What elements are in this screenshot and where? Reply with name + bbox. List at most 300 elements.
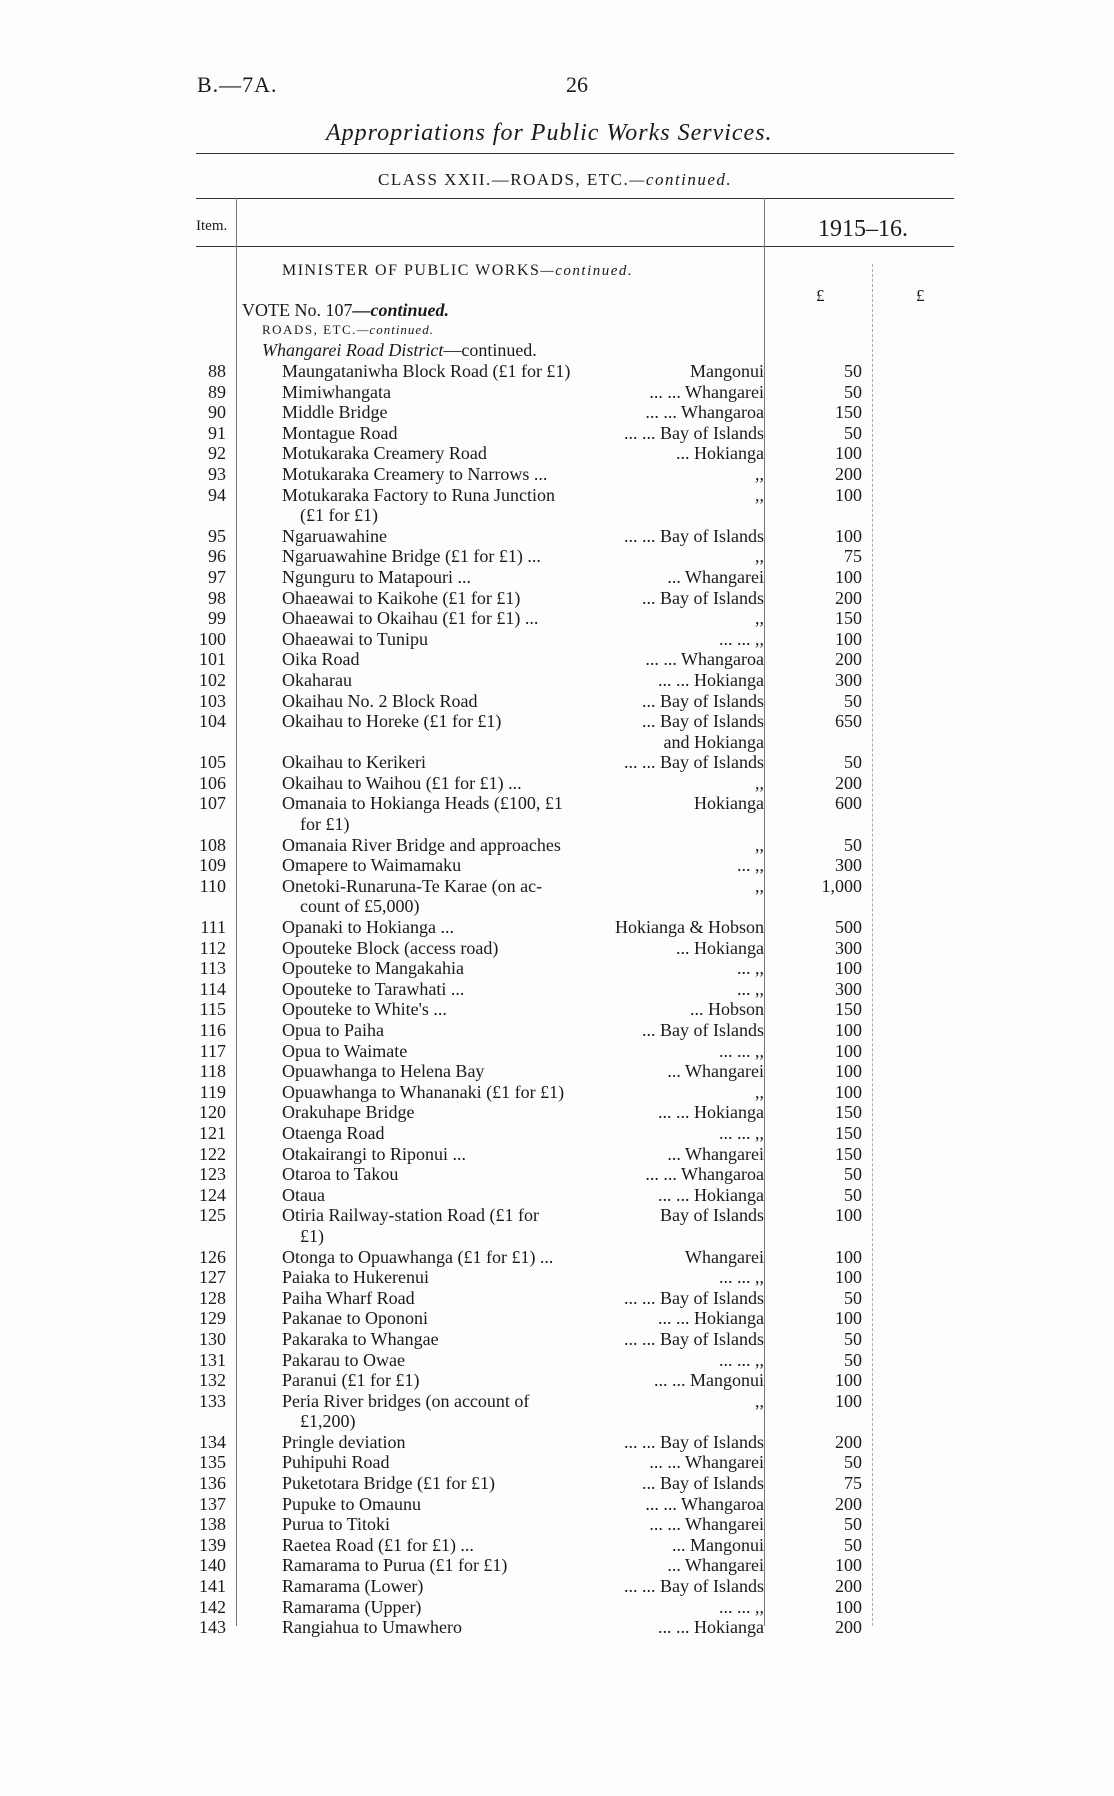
county-line1: ... ... Bay of Islands <box>624 752 764 773</box>
county <box>624 1576 764 1597</box>
minister-heading: MINISTER OF PUBLIC WORKS—continued. <box>282 262 634 279</box>
amount: 50 <box>844 1534 862 1555</box>
item-number: 139 <box>199 1534 226 1555</box>
amount: 150 <box>835 402 862 423</box>
item-number: 133 <box>199 1390 226 1411</box>
road-name-line1: Ngaruawahine Bridge (£1 for £1) ... <box>282 546 541 567</box>
subheader-rule <box>196 246 954 247</box>
amount: 75 <box>844 546 862 567</box>
road-name-line1: Otaua <box>282 1184 325 1205</box>
county-line1: ... ... ,, <box>719 1267 764 1288</box>
county <box>755 1082 764 1103</box>
county-line1: ,, <box>755 875 764 896</box>
county <box>624 526 764 547</box>
road-name-line1: Mimiwhangata <box>282 381 391 402</box>
item-number: 99 <box>208 608 226 629</box>
county-line1: ... Whangarei <box>667 1061 764 1082</box>
amount: 150 <box>835 1143 862 1164</box>
table-row <box>0 1247 1114 1268</box>
county-line1: ... ... Bay of Islands <box>624 525 764 546</box>
table-row <box>0 752 1114 773</box>
road-name-line1: Omapere to Waimamaku <box>282 855 462 876</box>
county <box>719 1350 764 1371</box>
road-name-line1: Opouteke to Mangakahia <box>282 958 464 979</box>
road-name-line1: Ramarama (Upper) <box>282 1596 422 1617</box>
item-number: 116 <box>199 1020 226 1040</box>
county <box>737 855 764 876</box>
road-name-line1: Ohaeawai to Okaihau (£1 for £1) ... <box>282 608 539 629</box>
road-name-line1: Oika Road <box>282 649 360 670</box>
county-line1: ... ... Hokianga <box>658 669 764 690</box>
county-line1: Bay of Islands <box>660 1205 764 1226</box>
road-name-line1: Motukaraka Creamery Road <box>282 443 487 464</box>
header-rule <box>196 198 954 199</box>
table-row <box>0 691 1114 712</box>
item-number: 102 <box>199 669 226 690</box>
county <box>642 1020 764 1041</box>
road-name-line1: Opua to Waimate <box>282 1040 408 1061</box>
road-name <box>282 485 752 526</box>
road-name-line1: Paiha Wharf Road <box>282 1287 415 1308</box>
county <box>658 670 764 691</box>
road-name-line1: Motukaraka Factory to Runa Junction <box>282 484 555 505</box>
amount: 100 <box>835 1020 862 1040</box>
road-name-line1: Otaenga Road <box>282 1122 385 1143</box>
amount: 300 <box>835 937 862 958</box>
item-number: 110 <box>199 875 226 896</box>
table-row <box>0 1205 1114 1246</box>
road-name-line1: Omanaia River Bridge and approaches <box>282 834 561 855</box>
county-line1: ,, <box>755 608 764 629</box>
county-line1: ,, <box>755 1390 764 1411</box>
amount: 150 <box>835 1102 862 1123</box>
road-name <box>282 1267 752 1288</box>
page-number: 26 <box>566 72 588 97</box>
amount: 200 <box>835 649 862 670</box>
amount: 100 <box>835 525 862 546</box>
item-number: 100 <box>199 628 226 649</box>
county <box>737 979 764 1000</box>
county <box>719 1123 764 1144</box>
item-number: 138 <box>199 1514 226 1535</box>
item-number: 115 <box>199 999 226 1020</box>
table-row <box>0 1535 1114 1556</box>
road-name <box>282 1123 752 1144</box>
table-row <box>0 443 1114 464</box>
item-number: 105 <box>199 752 226 773</box>
county-line1: ... ... Hokianga <box>658 1617 764 1638</box>
amount: 100 <box>835 1370 862 1391</box>
road-name-line2: (£1 for £1) <box>300 505 378 526</box>
item-number: 95 <box>208 525 226 546</box>
county <box>624 752 764 773</box>
amount: 100 <box>835 1267 862 1288</box>
table-row <box>0 1288 1114 1309</box>
road-name-line1: Okaihau No. 2 Block Road <box>282 690 478 711</box>
item-number: 118 <box>199 1061 226 1082</box>
county <box>658 1617 764 1638</box>
table-row <box>0 1185 1114 1206</box>
item-number: 88 <box>208 361 226 381</box>
road-name-line1: Middle Bridge <box>282 402 388 423</box>
county <box>755 876 764 897</box>
road-name-line1: Omanaia to Hokianga Heads (£100, £1 <box>282 793 563 814</box>
county <box>658 1185 764 1206</box>
county <box>649 1514 764 1535</box>
road-name <box>282 958 752 979</box>
table-row <box>0 1329 1114 1350</box>
road-name <box>282 793 752 834</box>
table-row <box>0 1391 1114 1432</box>
item-number: 91 <box>208 422 226 443</box>
amount: 50 <box>844 752 862 773</box>
table-row <box>0 979 1114 1000</box>
item-number: 89 <box>208 381 226 402</box>
table-row <box>0 1164 1114 1185</box>
amount: 200 <box>835 772 862 793</box>
amount: 300 <box>835 978 862 999</box>
county <box>667 567 764 588</box>
amount: 100 <box>835 1081 862 1102</box>
road-name-line1: Montague Road <box>282 422 398 443</box>
item-number: 121 <box>199 1122 226 1143</box>
item-number: 129 <box>199 1308 226 1329</box>
table-row <box>0 999 1114 1020</box>
table-row <box>0 876 1114 917</box>
road-name <box>282 546 752 567</box>
item-number: 140 <box>199 1555 226 1576</box>
road-name-line1: Ohaeawai to Kaikohe (£1 for £1) <box>282 587 521 608</box>
county <box>755 773 764 794</box>
item-number: 97 <box>208 566 226 587</box>
road-name-line2: count of £5,000) <box>300 896 420 917</box>
item-number: 132 <box>199 1370 226 1391</box>
amount: 150 <box>835 999 862 1020</box>
table-row <box>0 958 1114 979</box>
item-number: 119 <box>199 1081 226 1102</box>
county-line1: ... Bay of Islands <box>642 587 764 608</box>
amount: 100 <box>835 1390 862 1411</box>
county-line1: ... Hobson <box>689 999 764 1020</box>
county <box>719 1597 764 1618</box>
table-row <box>0 361 1114 382</box>
county-line1: ... ,, <box>737 958 764 979</box>
table-row <box>0 629 1114 650</box>
road-name-line1: Pakanae to Opononi <box>282 1308 428 1329</box>
amount: 500 <box>835 917 862 938</box>
county <box>719 1267 764 1288</box>
county-line1: ... ... ,, <box>719 1596 764 1617</box>
amount: 50 <box>844 361 862 381</box>
road-name-line1: Puketotara Bridge (£1 for £1) <box>282 1473 495 1494</box>
appropriations-table <box>0 361 1114 1638</box>
item-number: 128 <box>199 1287 226 1308</box>
county-line1: ... ... Bay of Islands <box>624 422 764 443</box>
road-name-line1: Okaihau to Horeke (£1 for £1) <box>282 711 502 732</box>
county-line1: ... ... Mangonui <box>654 1370 764 1391</box>
county <box>649 382 764 403</box>
item-number: 113 <box>199 958 226 979</box>
road-name <box>282 1350 752 1371</box>
county <box>755 835 764 856</box>
item-number: 108 <box>199 834 226 855</box>
amount: 100 <box>835 484 862 505</box>
pound-sign-first-column: £ <box>816 286 825 305</box>
county <box>694 793 764 814</box>
document-reference: B.—7A. <box>197 72 278 97</box>
county <box>667 1555 764 1576</box>
county-line1: ... ... Bay of Islands <box>624 1431 764 1452</box>
county-line1: ... ... Whangarei <box>649 1514 764 1535</box>
table-row <box>0 1370 1114 1391</box>
item-number: 124 <box>199 1184 226 1205</box>
table-row <box>0 567 1114 588</box>
amount: 50 <box>844 834 862 855</box>
road-name-line1: Ramarama to Purua (£1 for £1) <box>282 1555 508 1576</box>
amount: 50 <box>844 1164 862 1185</box>
table-row <box>0 1082 1114 1103</box>
county <box>755 485 764 506</box>
county-line2: and Hokianga <box>663 731 764 752</box>
county <box>660 1205 764 1226</box>
road-name <box>282 855 752 876</box>
item-number: 106 <box>199 772 226 793</box>
road-name-line1: Otaroa to Takou <box>282 1164 399 1185</box>
table-row <box>0 835 1114 856</box>
table-row <box>0 1267 1114 1288</box>
item-number: 111 <box>200 917 226 938</box>
table-row <box>0 917 1114 938</box>
county <box>685 1247 764 1268</box>
county-line1: ,, <box>755 484 764 505</box>
county <box>690 999 764 1020</box>
road-name-line1: Rangiahua to Umawhero <box>282 1617 462 1638</box>
county <box>645 1164 764 1185</box>
item-number: 136 <box>199 1473 226 1494</box>
county-line1: ... Mangonui <box>672 1534 764 1555</box>
table-row <box>0 1452 1114 1473</box>
road-name <box>282 1247 752 1268</box>
table-row <box>0 526 1114 547</box>
table-row <box>0 793 1114 834</box>
road-name-line1: Pakarau to Owae <box>282 1349 405 1370</box>
county <box>755 464 764 485</box>
table-row <box>0 402 1114 423</box>
amount: 150 <box>835 608 862 629</box>
item-number: 112 <box>199 937 226 958</box>
amount: 100 <box>835 566 862 587</box>
road-name-line2: for £1) <box>300 814 350 835</box>
item-number: 127 <box>199 1267 226 1288</box>
table-row <box>0 1617 1114 1638</box>
road-name-line1: Ohaeawai to Tunipu <box>282 628 428 649</box>
table-row <box>0 1597 1114 1618</box>
road-name <box>282 1082 752 1103</box>
item-number: 137 <box>199 1493 226 1514</box>
road-name-line1: Otiria Railway-station Road (£1 for <box>282 1205 539 1226</box>
county <box>624 1329 764 1350</box>
vote-heading: VOTE No. 107—continued. <box>242 300 450 320</box>
table-row <box>0 1514 1114 1535</box>
road-name-line1: Opuawhanga to Whananaki (£1 for £1) <box>282 1081 565 1102</box>
amount: 50 <box>844 1287 862 1308</box>
pound-sign-second-column: £ <box>916 286 925 305</box>
table-row <box>0 1350 1114 1371</box>
table-row <box>0 485 1114 526</box>
table-row <box>0 382 1114 403</box>
table-row <box>0 1144 1114 1165</box>
road-name <box>282 361 752 382</box>
county <box>755 546 764 567</box>
item-number: 96 <box>208 546 226 567</box>
table-row <box>0 1308 1114 1329</box>
table-row <box>0 588 1114 609</box>
item-number: 141 <box>199 1576 226 1597</box>
county-line1: ... ,, <box>737 855 764 876</box>
county-line1: ... ... ,, <box>719 628 764 649</box>
county-line1: ... ... ,, <box>719 1040 764 1061</box>
road-name-line1: Ngaruawahine <box>282 525 387 546</box>
road-name-line1: Okaihau to Kerikeri <box>282 752 426 773</box>
item-column-header: Item. <box>196 218 228 234</box>
county-line1: ,, <box>755 834 764 855</box>
county-line1: ... Bay of Islands <box>642 690 764 711</box>
county <box>642 588 764 609</box>
county-line1: Hokianga <box>694 793 764 814</box>
county <box>667 1144 764 1165</box>
county-line1: ... ... Hokianga <box>658 1102 764 1123</box>
county <box>676 938 764 959</box>
road-name-line1: Maungataniwha Block Road (£1 for £1) <box>282 361 571 381</box>
item-number: 122 <box>199 1143 226 1164</box>
county-line1: ,, <box>755 546 764 567</box>
amount: 100 <box>835 1246 862 1267</box>
road-name <box>282 464 752 485</box>
road-name-line1: Opua to Paiha <box>282 1020 384 1040</box>
road-name-line1: Okaharau <box>282 669 352 690</box>
amount: 200 <box>835 1617 862 1638</box>
road-name <box>282 629 752 650</box>
amount: 100 <box>835 1205 862 1226</box>
county-line1: ... ... Whangaroa <box>645 1164 764 1185</box>
county-line1: ... Whangarei <box>667 1143 764 1164</box>
county-line1: ... Whangarei <box>667 566 764 587</box>
county <box>719 1041 764 1062</box>
item-number: 92 <box>208 443 226 464</box>
item-number: 90 <box>208 402 226 423</box>
road-name <box>282 1597 752 1618</box>
county-line1: ... ... Bay of Islands <box>624 1328 764 1349</box>
item-number: 103 <box>199 690 226 711</box>
page-title: Appropriations for Public Works Services. <box>326 120 773 146</box>
county-line1: Mangonui <box>690 361 764 381</box>
county <box>755 1391 764 1412</box>
table-row <box>0 1020 1114 1041</box>
item-number: 130 <box>199 1328 226 1349</box>
county-line1: ... ... Whangaroa <box>645 649 764 670</box>
road-name <box>282 1391 752 1432</box>
amount: 100 <box>835 443 862 464</box>
county-line1: ... Bay of Islands <box>642 711 764 732</box>
amount: 100 <box>835 1061 862 1082</box>
amount: 300 <box>835 855 862 876</box>
amount: 50 <box>844 381 862 402</box>
road-name-line1: Ngunguru to Matapouri ... <box>282 566 471 587</box>
road-name-line1: Opouteke Block (access road) <box>282 937 499 958</box>
road-name-line1: Peria River bridges (on account of <box>282 1390 530 1411</box>
table-row <box>0 773 1114 794</box>
county-line1: ... Whangarei <box>667 1555 764 1576</box>
road-name <box>282 999 752 1020</box>
amount: 600 <box>835 793 862 814</box>
county-line1: Hokianga & Hobson <box>615 917 764 938</box>
amount: 100 <box>835 1555 862 1576</box>
road-name-line1: Pringle deviation <box>282 1431 406 1452</box>
county <box>667 1061 764 1082</box>
item-number: 98 <box>208 587 226 608</box>
county-line1: ... Bay of Islands <box>642 1473 764 1494</box>
county-line1: ,, <box>755 772 764 793</box>
table-row <box>0 1576 1114 1597</box>
amount: 200 <box>835 587 862 608</box>
amount: 100 <box>835 1040 862 1061</box>
road-name-line1: Ramarama (Lower) <box>282 1576 424 1597</box>
table-row <box>0 546 1114 567</box>
table-row <box>0 1555 1114 1576</box>
amount: 200 <box>835 463 862 484</box>
item-number: 104 <box>199 711 226 732</box>
county-line1: ... ... Bay of Islands <box>624 1287 764 1308</box>
road-name-line1: Paranui (£1 for £1) <box>282 1370 420 1391</box>
district-heading: Whangarei Road District—continued. <box>262 340 537 360</box>
county <box>658 1308 764 1329</box>
county <box>624 423 764 444</box>
county <box>658 1102 764 1123</box>
amount: 100 <box>835 628 862 649</box>
county-line1: ... ... Whangarei <box>649 1452 764 1473</box>
county <box>624 1432 764 1453</box>
road-name-line1: Pakaraka to Whangae <box>282 1328 439 1349</box>
road-name-line1: Onetoki-Runaruna-Te Karae (on ac- <box>282 875 543 896</box>
county-line1: ,, <box>755 463 764 484</box>
item-number: 126 <box>199 1246 226 1267</box>
item-number: 120 <box>199 1102 226 1123</box>
amount: 1,000 <box>821 875 862 896</box>
road-name-line1: Opanaki to Hokianga ... <box>282 917 454 938</box>
item-number: 117 <box>199 1040 226 1061</box>
item-number: 143 <box>199 1617 226 1638</box>
amount: 50 <box>844 1184 862 1205</box>
road-name <box>282 835 752 856</box>
item-number: 135 <box>199 1452 226 1473</box>
county-line1: ... ... Hokianga <box>658 1308 764 1329</box>
road-name <box>282 608 752 629</box>
road-name-line1: Opouteke to White's ... <box>282 999 447 1020</box>
county <box>645 649 764 670</box>
county-line1: ... ... Whangarei <box>649 381 764 402</box>
amount: 200 <box>835 1576 862 1597</box>
table-row <box>0 1041 1114 1062</box>
road-name-line1: Opuawhanga to Helena Bay <box>282 1061 485 1082</box>
road-name <box>282 876 752 917</box>
road-name-line2: £1) <box>300 1225 324 1246</box>
table-row <box>0 608 1114 629</box>
county <box>672 1535 764 1556</box>
table-row <box>0 1494 1114 1515</box>
item-number: 131 <box>199 1349 226 1370</box>
road-name-line1: Paiaka to Hukerenui <box>282 1267 429 1288</box>
road-name <box>282 1041 752 1062</box>
